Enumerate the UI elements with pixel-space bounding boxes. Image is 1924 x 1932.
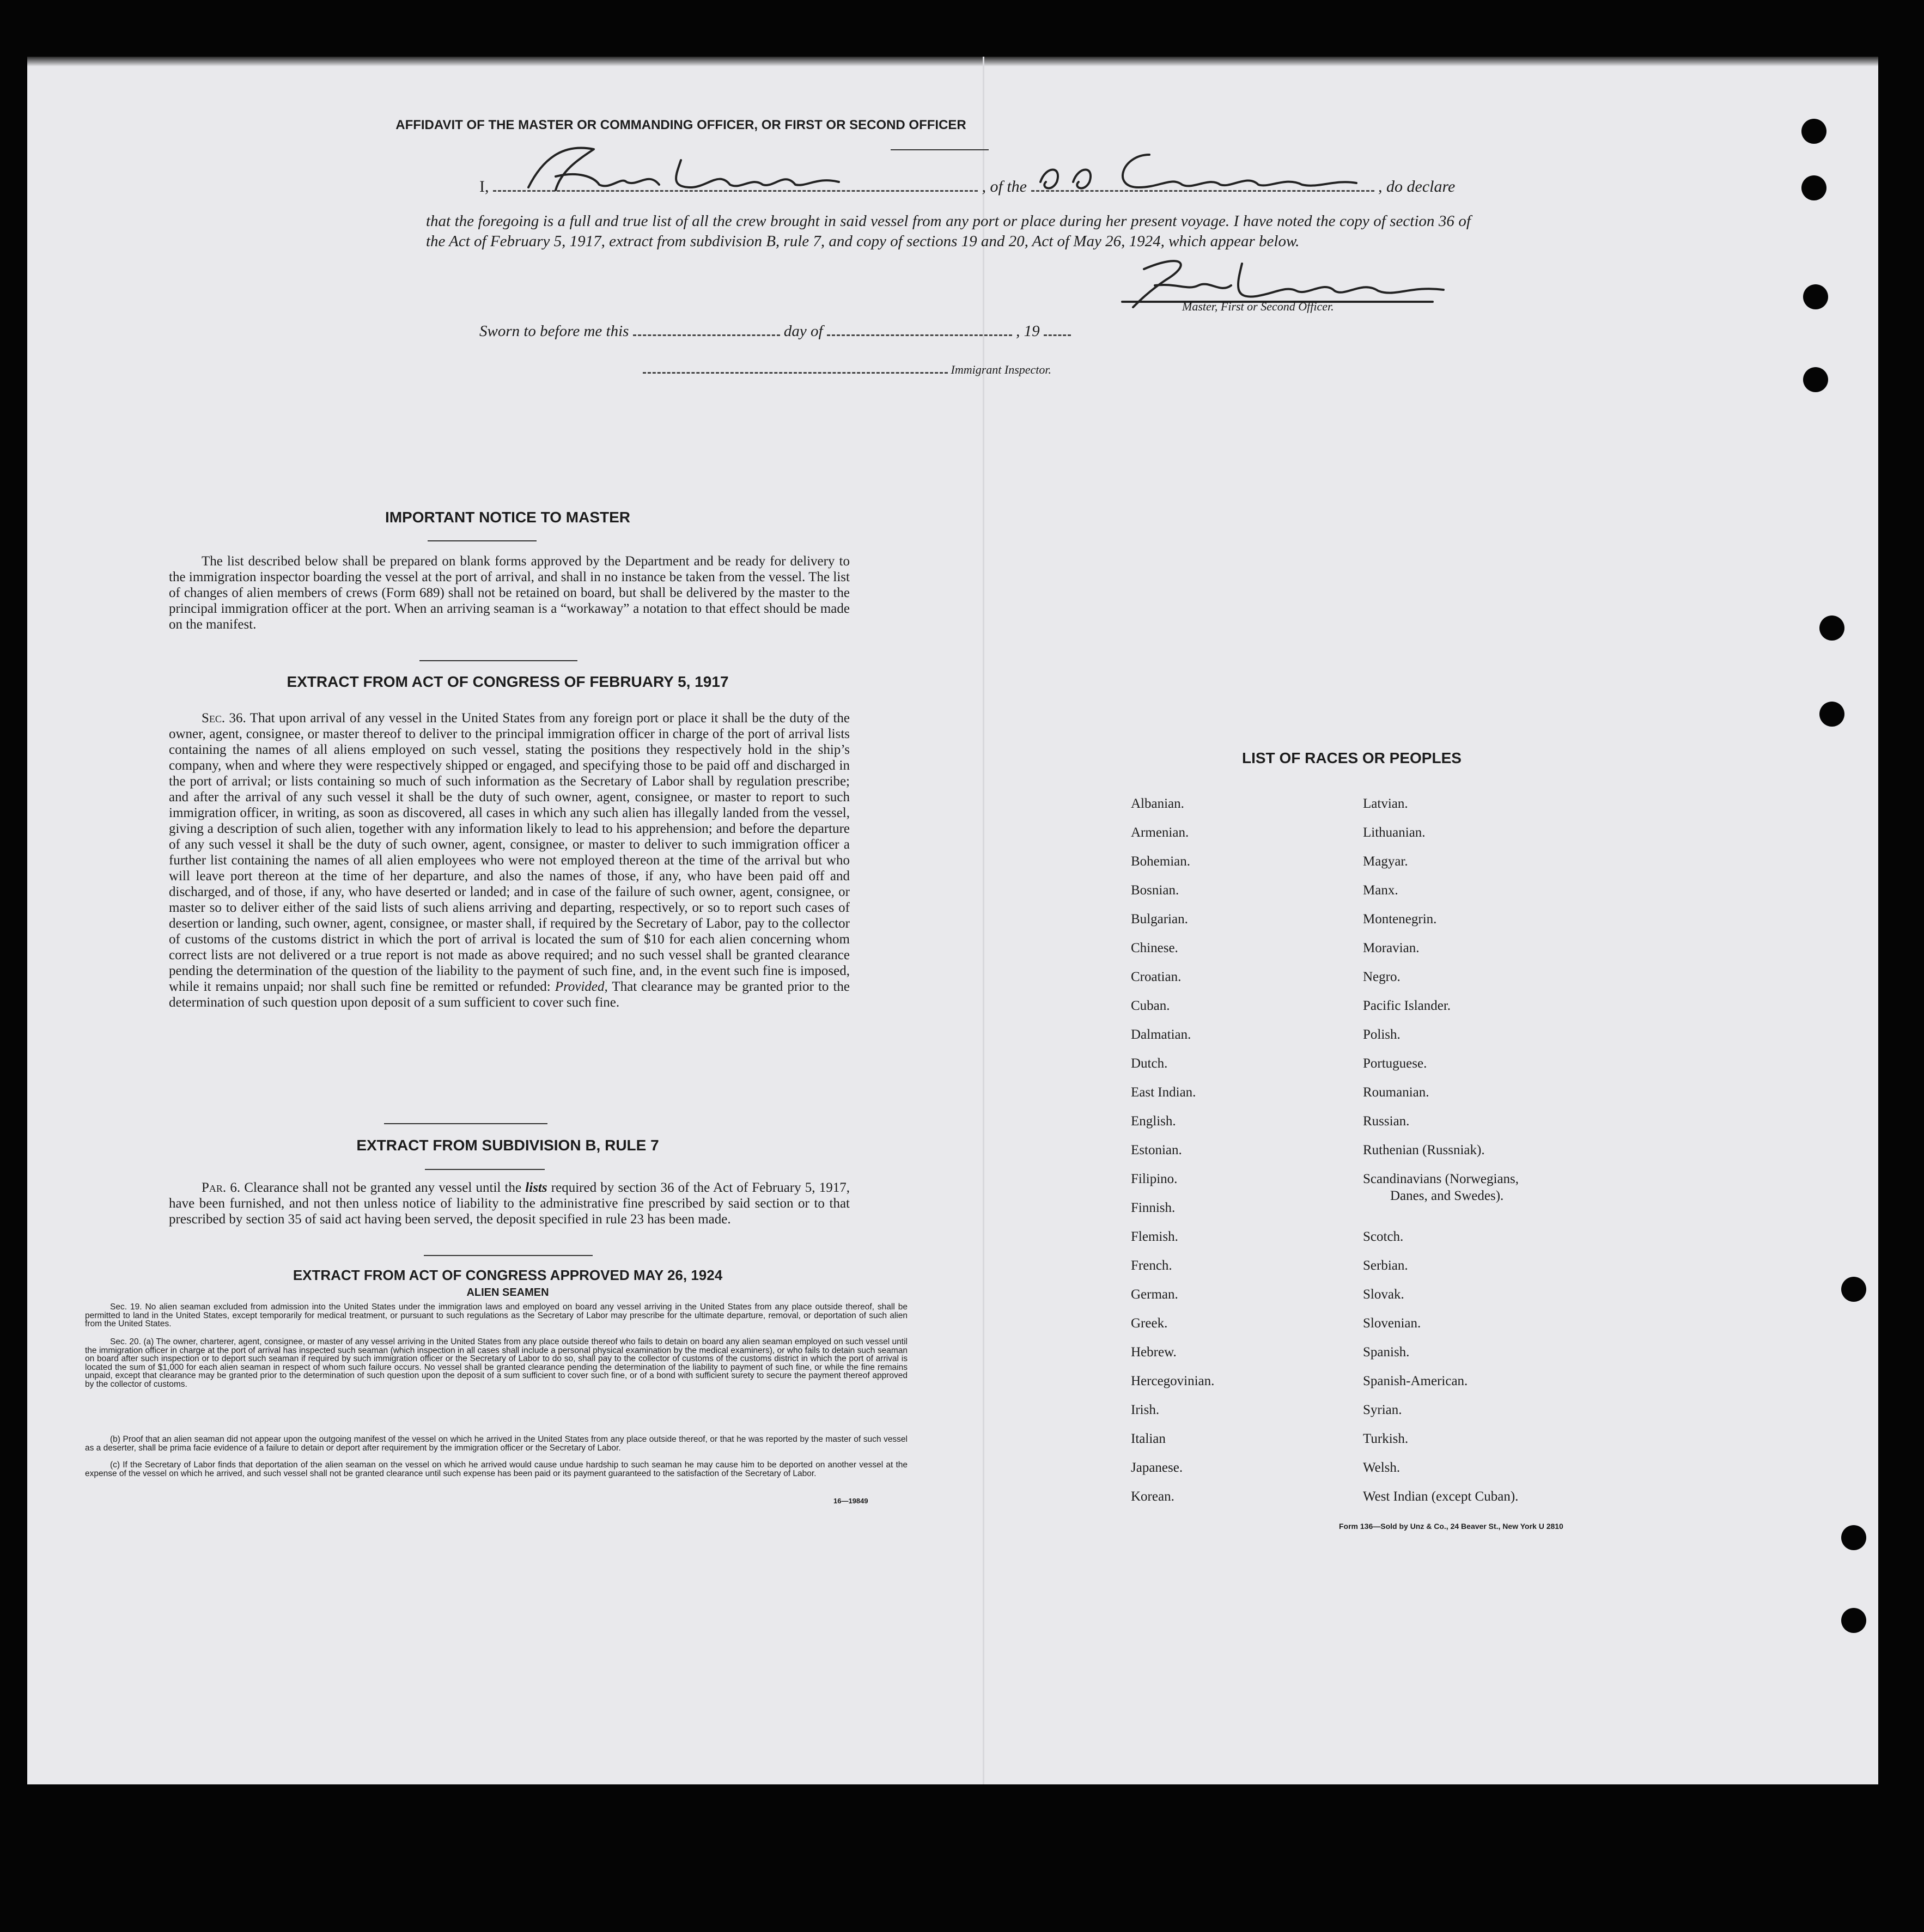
races-title: LIST OF RACES OR PEOPLES	[1242, 749, 1462, 766]
scan-edge-shadow	[27, 57, 1878, 66]
race-item: Turkish.	[1363, 1431, 1409, 1446]
form-page	[27, 57, 1878, 1784]
notice-title: IMPORTANT NOTICE TO MASTER	[385, 509, 631, 526]
race-item: English.	[1131, 1114, 1176, 1129]
lists-word: lists	[525, 1180, 547, 1195]
par6-label: Par. 6.	[202, 1180, 241, 1195]
affidavit-declare-label: , do declare	[1378, 178, 1456, 196]
sec20a-text: Sec. 20. (a) The owner, charterer, agent, consignee, or master of any vessel arriving in the United States from any place outside thereof who fails to detain on board any alien seaman employed on such vessel until the immigration officer in charge at the port of arrival has inspected such seaman (which inspection in all cases shall include a personal physical examination by the medical examiners), or who fails to detain such seaman on board after such inspection or to deport such seaman if required by such immigration officer or the Secretary of Labor to do so, shall pay to the collector of customs of the customs district in which the port of arrival is located the sum of $1,000 for each alien seaman in respect of whom such failure occurs. No vessel shall be granted clearance pending the determination of the liability to payment of such fine, or while the fine remains unpaid, except that clearance may be granted prior to the determination of such question upon the deposit of a sum sufficient to cover such fine, or of a bond with sufficient surety to secure the payment thereof approved by the collector of customs.	[85, 1337, 908, 1389]
inspector-caption: Immigrant Inspector.	[951, 363, 1052, 376]
race-item: Japanese.	[1131, 1460, 1183, 1475]
race-item: Roumanian.	[1363, 1085, 1429, 1100]
race-item: Bohemian.	[1131, 854, 1191, 869]
race-item: Portuguese.	[1363, 1056, 1427, 1071]
race-item: Negro.	[1363, 970, 1401, 984]
punch-hole	[1819, 615, 1844, 641]
race-item: Hebrew.	[1131, 1345, 1177, 1360]
subdivb-divider	[425, 1169, 545, 1170]
par6-text-a: Clearance shall not be granted any vessel until the	[244, 1180, 522, 1195]
sec20c-text: (c) If the Secretary of Labor finds that deportation of the alien seaman on the vessel on which he arrived would cause undue hardship to such seaman he may cause him to be deported on another vessel at the expense of the vessel on which he arrived, and such vessel shall not be granted clearance until such expense has been paid or its payment guaranteed to the satisfaction of the Secretary of Labor.	[85, 1460, 908, 1478]
punch-hole	[1841, 1608, 1866, 1633]
form-footer: Form 136—Sold by Unz & Co., 24 Beaver St., New York U 2810	[1339, 1522, 1563, 1531]
subdivb-title: EXTRACT FROM SUBDIVISION B, RULE 7	[356, 1137, 659, 1154]
sworn-prefix: Sworn to before me this	[479, 322, 629, 340]
extract-1917-title: EXTRACT FROM ACT OF CONGRESS OF FEBRUARY 5, 1917	[287, 673, 729, 690]
title-divider	[891, 149, 989, 150]
punch-hole	[1803, 284, 1828, 309]
race-item: Danes, and Swedes).	[1390, 1189, 1504, 1203]
extract-1924-title: EXTRACT FROM ACT OF CONGRESS APPROVED MAY 26, 1924	[293, 1267, 723, 1283]
race-item: Korean.	[1131, 1489, 1174, 1504]
punch-hole	[1801, 119, 1826, 144]
race-item: Manx.	[1363, 883, 1398, 898]
section-divider	[424, 1255, 593, 1256]
race-item: Cuban.	[1131, 998, 1170, 1013]
race-item: Hercegovinian.	[1131, 1374, 1215, 1388]
race-item: Magyar.	[1363, 854, 1408, 869]
race-item: Serbian.	[1363, 1258, 1408, 1273]
race-item: Dalmatian.	[1131, 1027, 1191, 1042]
sec20b-text: (b) Proof that an alien seaman did not appear upon the outgoing manifest of the vessel on which he arrived in the United States from any place outside thereof, or that he was reported by the master of such vessel as a deserter, shall be prima facie evidence of a failure to detain or deport after requirement by the immigration officer or the Secretary of Labor.	[85, 1435, 908, 1453]
inspector-line	[643, 363, 1051, 377]
race-item: Greek.	[1131, 1316, 1168, 1331]
race-item: Scotch.	[1363, 1229, 1404, 1244]
race-item: Bosnian.	[1131, 883, 1179, 898]
punch-hole	[1801, 175, 1826, 200]
affidavit-body: that the foregoing is a full and true list of all the crew brought in said vessel from any port or place during her present voyage. I have noted the copy of section 36 of the Act of February 5, 1917, extract from subdivision B, rule 7, and copy of sections 19 and 20, Act of May 26, 1924, which appear below.	[426, 212, 1471, 250]
notice-body: The list described below shall be prepared on blank forms approved by the Department and be ready for delivery to the immigration inspector boarding the vessel at the port of arrival, and shall in no instance be taken from the vessel. The list of changes of alien members of crews (Form 689) shall not be retained on board, but shall be delivered by the master to the principal immigration officer at the port. When an arriving seaman is a “workaway” a notation to that effect should be made on the manifest.	[169, 554, 850, 632]
race-item: Pacific Islander.	[1363, 998, 1451, 1013]
race-item: Polish.	[1363, 1027, 1401, 1042]
extract-1924-subtitle: ALIEN SEAMEN	[466, 1287, 549, 1299]
notice-divider	[428, 540, 537, 541]
race-item: Ruthenian (Russniak).	[1363, 1143, 1485, 1157]
race-item: Albanian.	[1131, 796, 1184, 811]
race-item: Slovak.	[1363, 1287, 1404, 1302]
race-item: Irish.	[1131, 1403, 1160, 1417]
race-item: Montenegrin.	[1363, 912, 1437, 927]
sec36-text-end: That clearance may be granted prior to the determination of such question upon deposit of a sum sufficient to cover such fine.	[169, 979, 850, 1010]
race-item: Spanish-American.	[1363, 1374, 1468, 1388]
race-item: Armenian.	[1131, 825, 1189, 840]
affidavit-of-label: , of the	[982, 178, 1027, 196]
race-item: East Indian.	[1131, 1085, 1196, 1100]
race-item: Chinese.	[1131, 941, 1178, 955]
race-item: Syrian.	[1363, 1403, 1402, 1417]
race-item: Croatian.	[1131, 970, 1182, 984]
race-item: Finnish.	[1131, 1200, 1176, 1215]
affidavit-title: AFFIDAVIT OF THE MASTER OR COMMANDING OFFICER, OR FIRST OR SECOND OFFICER	[395, 118, 966, 132]
race-item: Filipino.	[1131, 1172, 1178, 1186]
race-item: West Indian (except Cuban).	[1363, 1489, 1519, 1504]
inspector-signature-field	[643, 364, 948, 374]
subdivb-body	[169, 1180, 850, 1227]
sworn-day-field	[633, 324, 780, 336]
par6-text-b: required by section 36 of the Act of February 5, 1917, have been furnished, and not then unless notice of liability to the administrative fine prescribed by said section or to that prescribed by section 35 of said act having been served, the deposit specified in rule 23 has been made.	[169, 1180, 850, 1227]
race-item: Dutch.	[1131, 1056, 1168, 1071]
race-item: Welsh.	[1363, 1460, 1401, 1475]
affidavit-i-label: I,	[479, 178, 489, 196]
race-item: Lithuanian.	[1363, 825, 1426, 840]
provided-label: Provided,	[555, 979, 608, 994]
handwritten-vessel-name	[1030, 144, 1411, 193]
race-item: Estonian.	[1131, 1143, 1182, 1157]
sworn-year-label: , 19	[1016, 322, 1040, 340]
sworn-month-field	[827, 324, 1012, 336]
punch-hole	[1803, 367, 1828, 392]
punch-hole	[1819, 702, 1844, 727]
race-item: Italian	[1131, 1431, 1166, 1446]
sec36-text: That upon arrival of any vessel in the United States from any foreign port or place it shall be the duty of the owner, agent, consignee, or master thereof to deliver to the principal immigration officer in charge of the port of arrival lists containing the names of all aliens employed on such vessel, stating the positions they respectively hold in the ship’s company, when and where they were respectively shipped or engaged, and specifying those to be paid off and discharged in the port of arrival; or lists containing so much of such information as the Secretary of Labor shall by regulation prescribe; and after the arrival of any such vessel it shall be the duty of such owner, agent, consignee, or master to report to such immigration officer, in writing, as soon as discovered, all cases in which any such alien has illegally landed from the vessel, giving a description of such alien, together with any information likely to lead to his apprehension; and before the departure of any such vessel it shall be the duty of such owner, agent, consignee, or master to deliver to such immigration officer a further list containing the names of all alien employees who were not employed thereon at the time of the arrival but who will leave port thereon at the time of her departure, and also the names of those, if any, who have been paid off and discharged, and of those, if any, who have deserted or landed; and in case of the failure of such owner, agent, consignee, or master so to deliver either of the said lists of such aliens arriving and departing, respectively, or so to report such cases of desertion or landing, such owner, agent, consignee, or master shall, if required by the Secretary of Labor, pay to the collector of customs of the customs district in which the port of arrival is located the sum of $10 for each alien concerning whom correct lists are not delivered or a true report is not made as above required; and no such vessel shall be granted clearance pending the determination of the question of the liability to the payment of such fine, and, in the event such fine is imposed, while it remains unpaid; nor shall such fine be remitted or refunded:	[169, 711, 850, 994]
page-fold-line	[983, 57, 984, 1784]
extract-1917-body	[169, 710, 850, 1010]
form-code: 16—19849	[833, 1497, 868, 1505]
race-item: Scandinavians (Norwegians,	[1363, 1172, 1519, 1186]
handwritten-master-name	[512, 138, 893, 198]
sec36-label: Sec. 36.	[202, 711, 246, 726]
race-item: Slovenian.	[1363, 1316, 1421, 1331]
sworn-line	[479, 322, 1071, 340]
signature-caption: Master, First or Second Officer.	[1182, 300, 1334, 313]
punch-hole	[1841, 1525, 1866, 1550]
race-item: Spanish.	[1363, 1345, 1410, 1360]
race-item: Flemish.	[1131, 1229, 1178, 1244]
sec19-text: Sec. 19. No alien seaman excluded from admission into the United States under the immigration laws and employed on board any vessel arriving in the United States from any place outside thereof, shall be permitted to land in the United States, except temporarily for medical treatment, or pursuant to such regulations as the Secretary of Labor may prescribe for the ultimate departure, removal, or deportation of such alien from the United States.	[85, 1302, 908, 1328]
race-item: Moravian.	[1363, 941, 1420, 955]
section-divider	[419, 660, 577, 661]
punch-hole	[1841, 1277, 1866, 1302]
race-item: Bulgarian.	[1131, 912, 1188, 927]
race-item: Latvian.	[1363, 796, 1408, 811]
sworn-day-label: day of	[783, 322, 823, 340]
race-item: Russian.	[1363, 1114, 1410, 1129]
sworn-year-field	[1044, 324, 1071, 336]
race-item: German.	[1131, 1287, 1178, 1302]
race-item: French.	[1131, 1258, 1172, 1273]
section-divider	[384, 1123, 547, 1124]
